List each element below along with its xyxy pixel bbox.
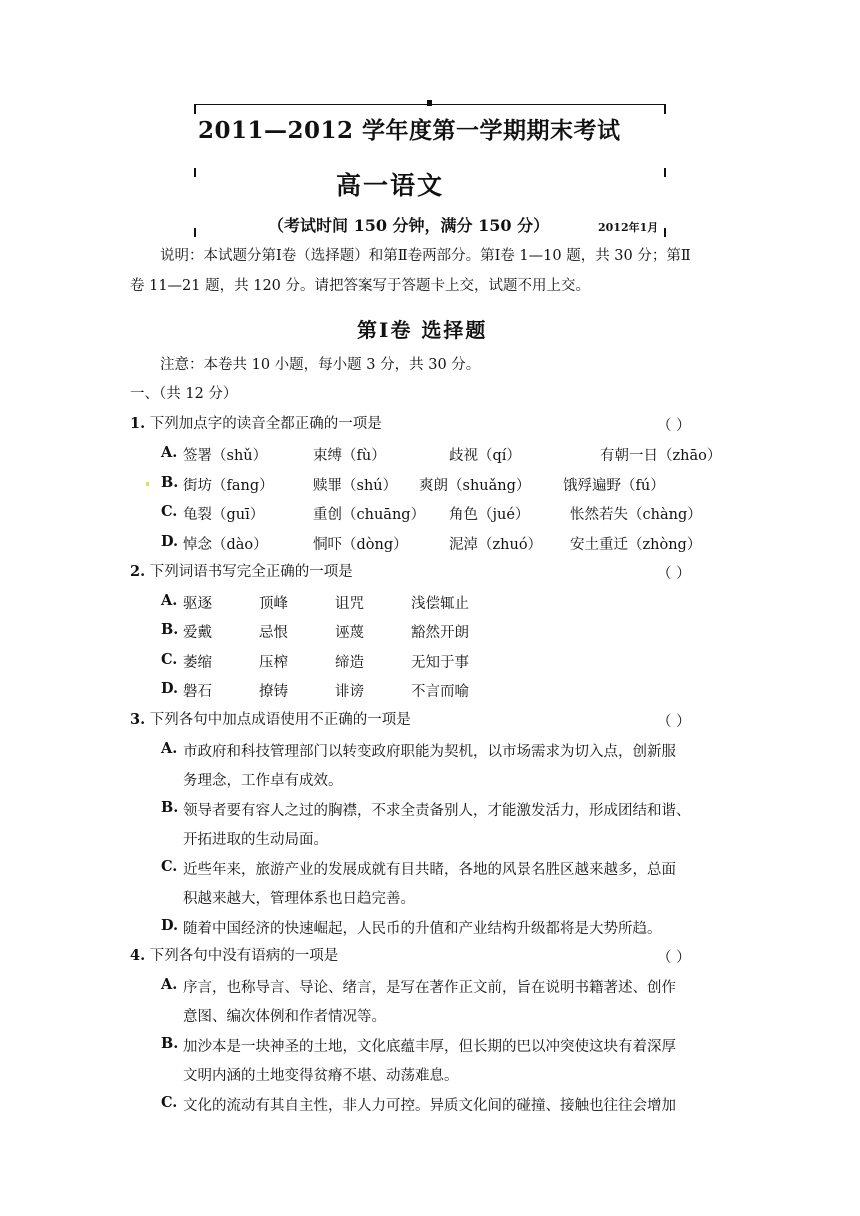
crop-mark bbox=[194, 168, 196, 177]
option-label: C. bbox=[161, 1094, 178, 1111]
exam-info: （考试时间 150 分钟，满分 150 分） bbox=[268, 216, 550, 235]
option-text: 市政府和科技管理部门以转变政府职能为契机，以市场需求为切入点，创新服 bbox=[183, 744, 676, 760]
option-text: 近些年来，旅游产业的发展成就有目共睹，各地的风景名胜区越来越多，总面 bbox=[183, 862, 676, 878]
question-1-stem bbox=[130, 414, 382, 434]
option-item: 街坊（fang） bbox=[183, 478, 274, 494]
crop-mark bbox=[194, 104, 196, 114]
option-text: 意图、编次体例和作者情况等。 bbox=[183, 1009, 386, 1025]
question-4-stem bbox=[130, 946, 338, 966]
option-item: 萎缩 bbox=[183, 655, 212, 671]
question-number: 1. bbox=[130, 415, 146, 432]
option-label: D. bbox=[161, 680, 179, 697]
option-label: D. bbox=[161, 917, 179, 934]
option-item: 不言而喻 bbox=[411, 684, 469, 700]
option-item: 泥淖（zhuó） bbox=[449, 537, 543, 553]
answer-parentheses: （ ） bbox=[657, 950, 691, 966]
option-label: A. bbox=[161, 592, 178, 609]
question-text: 下列加点字的读音全都正确的一项是 bbox=[149, 416, 382, 432]
option-item: 安土重迁（zhòng） bbox=[570, 537, 702, 553]
question-number: 4. bbox=[130, 947, 146, 964]
section-title: 第Ⅰ卷 选择题 bbox=[357, 318, 488, 342]
crop-mark bbox=[664, 168, 666, 177]
option-label: A. bbox=[161, 740, 178, 757]
instructions-line1: 说明：本试题分第Ⅰ卷（选择题）和第Ⅱ卷两部分。第Ⅰ卷 1—10 题，共 30 分；第Ⅱ bbox=[160, 248, 691, 264]
question-2-stem bbox=[130, 562, 353, 582]
crop-mark bbox=[194, 228, 196, 237]
option-item: 赎罪（shú） bbox=[313, 478, 398, 494]
option-label: B. bbox=[161, 799, 179, 816]
answer-parentheses: （ ） bbox=[657, 566, 691, 582]
question-number: 3. bbox=[130, 711, 146, 728]
option-item: 悼念（dào） bbox=[183, 537, 268, 553]
option-item: 有朝一日（zhāo） bbox=[600, 448, 722, 464]
option-item: 无知于事 bbox=[411, 655, 469, 671]
option-item: 驱逐 bbox=[183, 596, 212, 612]
option-item: 顶峰 bbox=[259, 596, 288, 612]
option-item: 恫吓（dòng） bbox=[313, 537, 408, 553]
question-number: 2. bbox=[130, 563, 146, 580]
answer-parentheses: （ ） bbox=[657, 418, 691, 434]
option-text: 随着中国经济的快速崛起，人民币的升值和产业结构升级都将是大势所趋。 bbox=[183, 921, 662, 937]
option-text: 文化的流动有其自主性，非人力可控。异质文化间的碰撞、接触也往往会增加 bbox=[183, 1098, 676, 1114]
answer-parentheses: （ ） bbox=[657, 714, 691, 730]
option-label: A. bbox=[161, 976, 178, 993]
question-text: 下列各句中没有语病的一项是 bbox=[149, 948, 339, 964]
crop-mark bbox=[664, 104, 666, 114]
option-label: B. bbox=[161, 474, 179, 491]
option-item: 签署（shǔ） bbox=[183, 448, 268, 464]
option-item: 歧视（qí） bbox=[449, 448, 521, 464]
option-item: 诬蔑 bbox=[335, 625, 364, 641]
option-label: B. bbox=[161, 621, 179, 638]
option-label: B. bbox=[161, 1035, 179, 1052]
option-item: 撩铸 bbox=[259, 684, 288, 700]
option-label: C. bbox=[161, 858, 178, 875]
option-item: 诅咒 bbox=[335, 596, 364, 612]
option-item: 忌恨 bbox=[259, 625, 288, 641]
exam-date: 2012年1月 bbox=[598, 221, 659, 234]
option-text: 务理念，工作卓有成效。 bbox=[183, 773, 343, 789]
option-label: D. bbox=[161, 533, 179, 550]
crop-mark bbox=[427, 100, 432, 106]
option-item: 豁然开朗 bbox=[411, 625, 469, 641]
instructions-line2: 卷 11—21 题，共 120 分。请把答案写于答题卡上交，试题不用上交。 bbox=[130, 278, 591, 294]
option-text: 开拓进取的生动局面。 bbox=[183, 832, 328, 848]
option-item: 诽谤 bbox=[335, 684, 364, 700]
option-label: C. bbox=[161, 503, 178, 520]
option-item: 爽朗（shuǎng） bbox=[419, 478, 531, 494]
scan-speck bbox=[146, 482, 149, 486]
option-item: 磐石 bbox=[183, 684, 212, 700]
option-text: 领导者要有容人之过的胸襟，不求全责备别人，才能激发活力，形成团结和谐、 bbox=[183, 803, 691, 819]
option-item: 重创（chuāng） bbox=[313, 507, 426, 523]
option-item: 缔造 bbox=[335, 655, 364, 671]
question-text: 下列词语书写完全正确的一项是 bbox=[149, 564, 353, 580]
option-item: 压榨 bbox=[259, 655, 288, 671]
option-item: 怅然若失（chàng） bbox=[570, 507, 702, 523]
option-text: 序言，也称导言、导论、绪言，是写在著作正文前，旨在说明书籍著述、创作 bbox=[183, 980, 676, 996]
option-item: 饿殍遍野（fú） bbox=[563, 478, 665, 494]
exam-title: 2011—2012 学年度第一学期期末考试 bbox=[198, 117, 621, 144]
question-3-stem bbox=[130, 710, 411, 730]
crop-mark bbox=[664, 228, 666, 237]
option-text: 积越来越大，管理体系也日趋完善。 bbox=[183, 891, 415, 907]
option-text: 加沙本是一块神圣的土地，文化底蕴丰厚，但长期的巴以冲突使这块有着深厚 bbox=[183, 1039, 676, 1055]
option-item: 角色（jué） bbox=[449, 507, 530, 523]
option-text: 文明内涵的土地变得贫瘠不堪、动荡难息。 bbox=[183, 1068, 459, 1084]
question-text: 下列各句中加点成语使用不正确的一项是 bbox=[149, 712, 411, 728]
option-item: 束缚（fù） bbox=[313, 448, 386, 464]
subject-title: 高一语文 bbox=[336, 171, 445, 200]
part-heading: 一、（共 12 分） bbox=[130, 386, 238, 402]
option-label: A. bbox=[161, 444, 178, 461]
option-item: 爱戴 bbox=[183, 625, 212, 641]
option-label: C. bbox=[161, 651, 178, 668]
option-item: 龟裂（guī） bbox=[183, 507, 265, 523]
section-note: 注意：本卷共 10 小题，每小题 3 分，共 30 分。 bbox=[160, 357, 481, 373]
option-item: 浅偿辄止 bbox=[411, 596, 469, 612]
